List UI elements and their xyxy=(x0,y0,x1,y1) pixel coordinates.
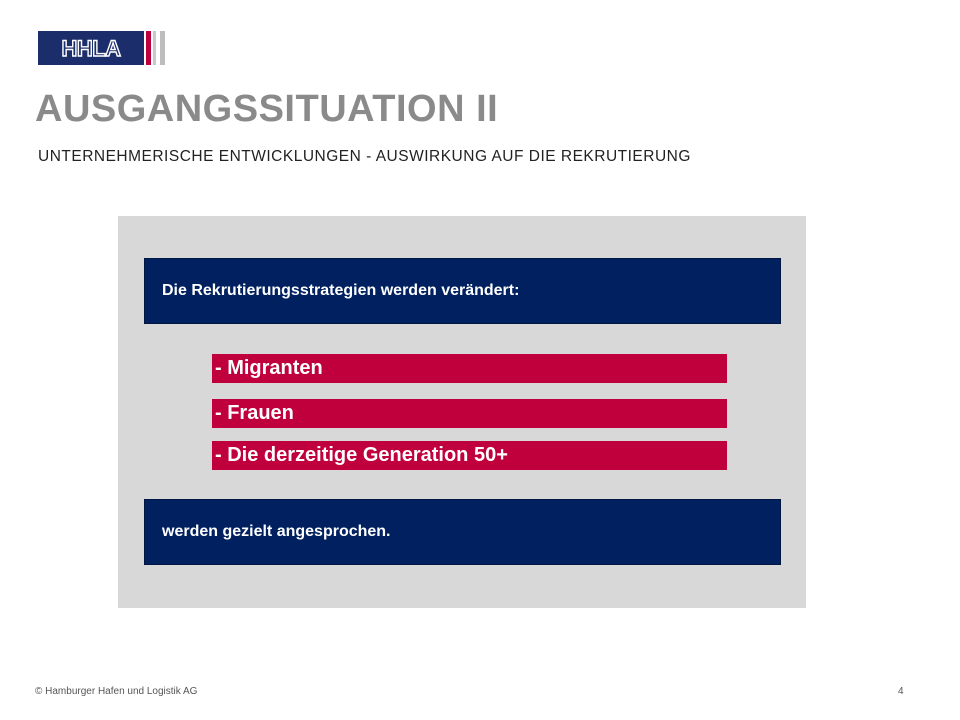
intro-text: Die Rekrutierungsstrategien werden verändert: xyxy=(162,282,520,299)
svg-text:HHLA: HHLA xyxy=(61,36,121,61)
intro-box xyxy=(144,258,781,324)
list-item-migranten: - Migranten xyxy=(212,354,727,383)
outro-text: werden gezielt angesprochen. xyxy=(162,523,391,540)
page-number: 4 xyxy=(898,686,904,697)
page-title: AUSGANGSSITUATION II xyxy=(35,88,499,130)
hhla-logo xyxy=(38,31,168,65)
footer-copyright: © Hamburger Hafen und Logistik AG xyxy=(35,686,198,697)
list-item-frauen: - Frauen xyxy=(212,399,727,428)
outro-box xyxy=(144,499,781,565)
page-subtitle: UNTERNEHMERISCHE ENTWICKLUNGEN - AUSWIRKUNG AUF DIE REKRUTIERUNG xyxy=(38,148,691,165)
list-item-generation-50: - Die derzeitige Generation 50+ xyxy=(212,441,727,470)
